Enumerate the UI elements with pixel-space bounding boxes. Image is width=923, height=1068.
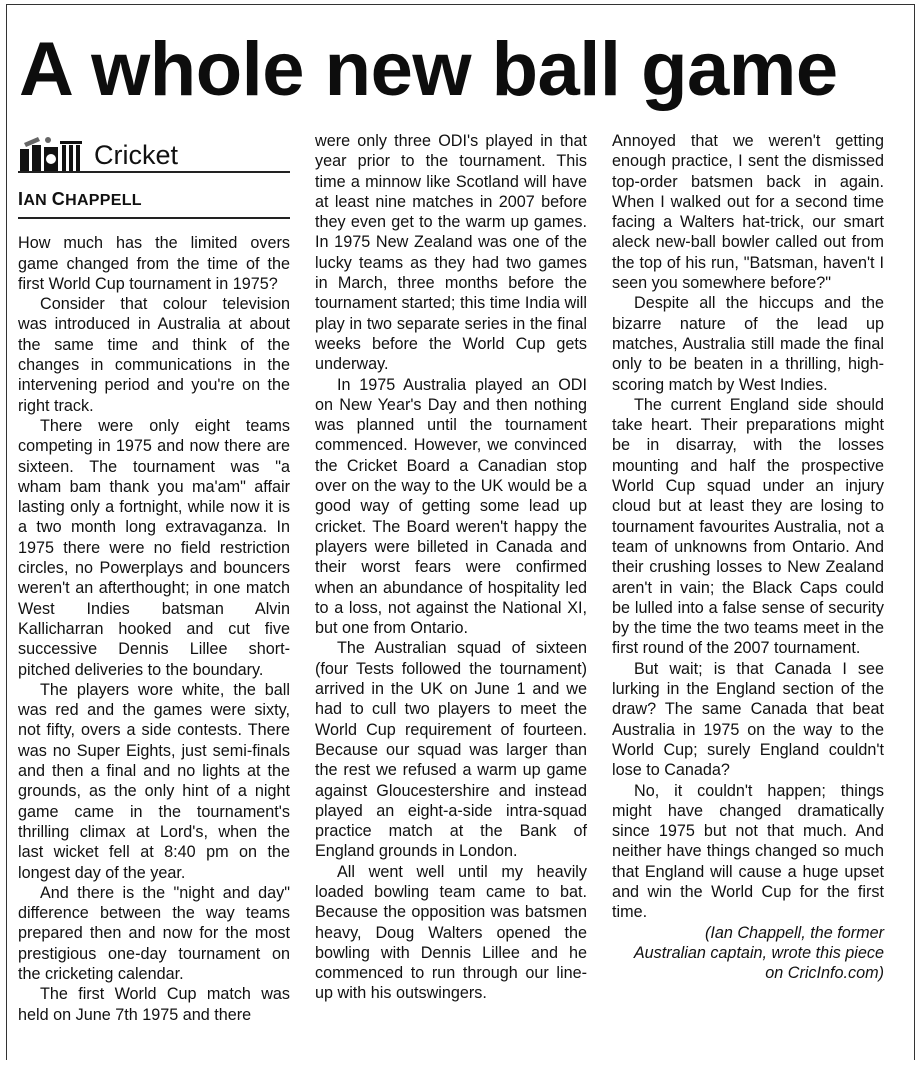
paragraph: There were only eight teams competing in 1975 and now there are sixteen. The tournament was "a wham bam thank you ma'am" affair lasting only a fortnight, while now it is a two month long extravaganza. In 1975 there were no field restriction circles, no Powerplays and bouncers weren't an afterthought; in one match West Indies batsman Alvin Kallicharran hooked and cut five successive Dennis Lillee short-pitched deliveries to the boundary. bbox=[18, 416, 290, 679]
column-1 bbox=[18, 131, 290, 1025]
paragraph: The current England side should take heart. Their preparations might be in disarray, with the losses mounting and half the prospective World Cup squad under an injury cloud but at least they are losing to tournament favourites Australia, not a team of unknowns from Ontario. And their crushing losses to New Zealand aren't in vain; the Black Caps could be lulled into a false sense of security by the time the two teams meet in the first round of the 2007 tournament. bbox=[612, 395, 884, 658]
newspaper-page bbox=[6, 4, 915, 1060]
paragraph: All went well until my heavily loaded bowling team came to bat. Because the opposition was batsmen heavy, Doug Walters opened the bowling with Dennis Lillee and he commenced to run through our line-up with his outswingers. bbox=[315, 862, 587, 1003]
paragraph: were only three ODI's played in that year prior to the tournament. This time a minnow like Scotland will have at least nine matches in 2007 before they even get to the warm up games. In 1975 New Zealand was one of the lucky teams as they had two games in March, three months before the tournament started; this time India will play in two separate series in the final weeks before the World Cup gets underway. bbox=[315, 132, 587, 374]
paragraph: Annoyed that we weren't getting enough practice, I sent the dismissed top-order batsmen back in again. When I walked out for a second time facing a Walters hat-trick, our smart aleck new-ball bowler called out from the top of his run, "Batsman, haven't I seen you somewhere before?" bbox=[612, 132, 884, 293]
paragraph: No, it couldn't happen; things might have changed dramatically since 1975 but not that much. And neither have things changed so much that England will cause a huge upset and win the World Cup for the first time. bbox=[612, 781, 884, 922]
paragraph: And there is the "night and day" difference between the way teams prepared then and now for the most prestigious one-day tournament on the cricketing calendar. bbox=[18, 883, 290, 983]
section-header bbox=[18, 131, 290, 173]
paragraph: Consider that colour television was introduced in Australia at about the same time and think of the changes in communications in the intervening period and you're on the right track. bbox=[18, 295, 290, 415]
author-tagline: (Ian Chappell, the former Australian captain, wrote this piece on CricInfo.com) bbox=[633, 923, 884, 983]
section-label: Cricket bbox=[94, 140, 179, 170]
paragraph: How much has the limited overs game changed from the time of the first World Cup tournament in 1975? bbox=[18, 234, 290, 293]
paragraph: Despite all the hiccups and the bizarre nature of the lead up matches, Australia still made the final only to be beaten in a thrilling, high-scoring match by West Indies. bbox=[612, 294, 884, 394]
paragraph: The first World Cup match was held on June 7th 1975 and there bbox=[18, 985, 290, 1024]
headline: A whole new ball game bbox=[19, 27, 838, 112]
paragraph: But wait; is that Canada I see lurking in the England section of the draw? The same Canada that beat Australia in 1975 on the way to the World Cup; surely England couldn't lose to Canada? bbox=[612, 659, 884, 780]
paragraph: The Australian squad of sixteen (four Tests followed the tournament) arrived in the UK on June 1 and we had to cull two players to meet the World Cup requirement of fourteen. Because our squad was larger than the rest we refused a warm up game against Gloucestershire and instead played an eight-a-side intra-squad practice match at the Bank of England grounds in London. bbox=[315, 639, 587, 861]
paragraph: In 1975 Australia played an ODI on New Year's Day and then nothing was planned until the tournament commenced. However, we convinced the Cricket Board a Canadian stop over on the way to the UK would be a good way of getting some lead up cricket. The Board weren't happy the players were billeted in Canada and their worst fears were confirmed when an abundance of hospitality led to a loss, not against the National XI, but one from Ontario. bbox=[315, 375, 587, 638]
byline: IAN CHAPPELL bbox=[18, 189, 290, 219]
paragraph: The players wore white, the ball was red and the games were sixty, not fifty, overs a side contests. There was no Super Eights, just semi-finals and then a final and no lights at the grounds, as the only hint of a night game came in the tournament's thrilling climax at Lord's, when the last wicket fell at 8:40 pm on the longest day of the year. bbox=[18, 680, 290, 882]
column-3 bbox=[612, 131, 884, 983]
column-2 bbox=[315, 131, 587, 1004]
cricket-stumps-icon bbox=[18, 135, 88, 171]
